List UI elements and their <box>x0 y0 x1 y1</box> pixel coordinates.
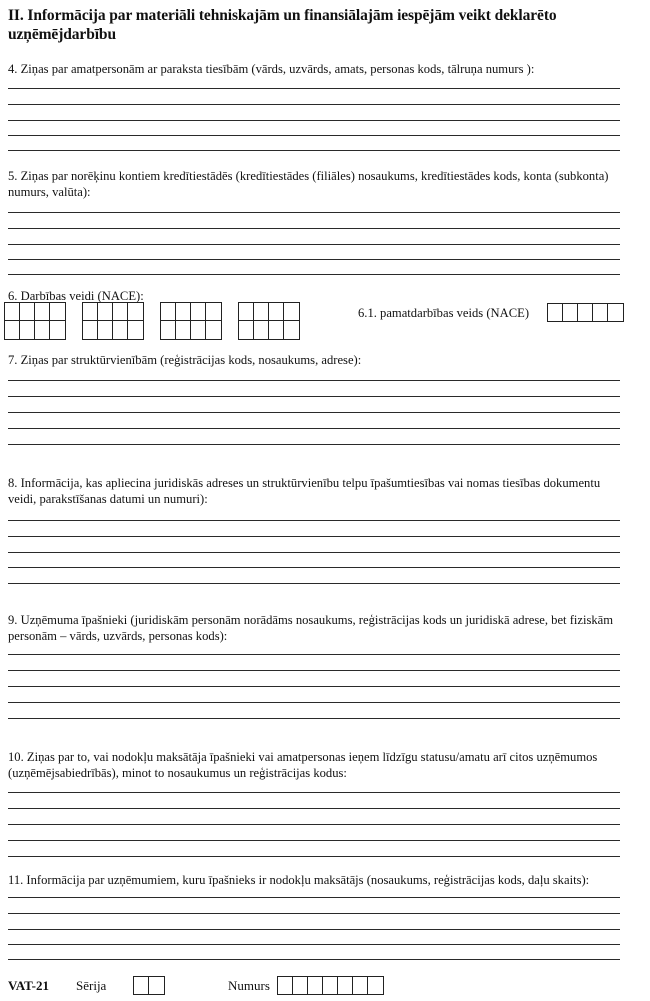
section-4-line[interactable] <box>8 88 620 89</box>
nace-code-box-2[interactable] <box>82 302 144 340</box>
number-box[interactable] <box>277 976 384 995</box>
section-5-label: 5. Ziņas par norēķinu kontiem kredītiestādēs (kredītiestādes (filiāles) nosaukums, kredītiestādes kods, konta (subkonta) numurs, valūta): <box>8 169 609 199</box>
section-4-label: 4. Ziņas par amatpersonām ar paraksta tiesībām (vārds, uzvārds, amats, personas kods, tālruņa numurs ): <box>8 62 535 76</box>
section-7-line[interactable] <box>8 412 620 413</box>
section-10-line[interactable] <box>8 824 620 825</box>
section-5-line[interactable] <box>8 212 620 213</box>
nace-code-box-1[interactable] <box>4 302 66 340</box>
section-4-line[interactable] <box>8 150 620 151</box>
section-9-line[interactable] <box>8 702 620 703</box>
section-7-line[interactable] <box>8 428 620 429</box>
section-4-line[interactable] <box>8 120 620 121</box>
section-8-line[interactable] <box>8 552 620 553</box>
section-11-line[interactable] <box>8 913 620 914</box>
section-5-line[interactable] <box>8 228 620 229</box>
section-9-line[interactable] <box>8 686 620 687</box>
section-11-label: 11. Informācija par uzņēmumiem, kuru īpašnieks ir nodokļu maksātājs (nosaukums, reģistrācijas kods, daļu skaits): <box>8 873 590 887</box>
section-9-line[interactable] <box>8 654 620 655</box>
section-7-label: 7. Ziņas par struktūrvienībām (reģistrācijas kods, nosaukums, adrese): <box>8 353 362 367</box>
section-4-line[interactable] <box>8 135 620 136</box>
section-9-line[interactable] <box>8 718 620 719</box>
page-title: II. Informācija par materiāli tehniskajām un finansiālajām iespējām veikt deklarēto uzņēmējdarbību <box>8 7 557 43</box>
section-10-line[interactable] <box>8 840 620 841</box>
section-10-line[interactable] <box>8 808 620 809</box>
form-code: VAT-21 <box>8 978 49 993</box>
nace-code-box-4[interactable] <box>238 302 300 340</box>
section-11-line[interactable] <box>8 944 620 945</box>
series-label: Sērija <box>76 978 107 993</box>
section-9-label: 9. Uzņēmuma īpašnieki (juridiskām personām norādāms nosaukums, reģistrācijas kods un juridiskā adrese, bet fiziskām personām – vārds, uzvārds, personas kods): <box>8 613 614 643</box>
section-8-line[interactable] <box>8 536 620 537</box>
nace-code-box-3[interactable] <box>160 302 222 340</box>
section-11-line[interactable] <box>8 897 620 898</box>
section-7-line[interactable] <box>8 396 620 397</box>
main-nace-code-box[interactable] <box>547 303 624 322</box>
section-10-line[interactable] <box>8 792 620 793</box>
section-5-line[interactable] <box>8 244 620 245</box>
section-6-label: 6. Darbības veidi (NACE): <box>8 289 144 303</box>
section-7-line[interactable] <box>8 380 620 381</box>
section-8-line[interactable] <box>8 567 620 568</box>
section-8-line[interactable] <box>8 583 620 584</box>
section-9-line[interactable] <box>8 670 620 671</box>
section-11-line[interactable] <box>8 929 620 930</box>
section-8-line[interactable] <box>8 520 620 521</box>
section-5-line[interactable] <box>8 274 620 275</box>
series-box[interactable] <box>133 976 165 995</box>
section-10-line[interactable] <box>8 856 620 857</box>
section-6-1-label: 6.1. pamatdarbības veids (NACE) <box>358 306 530 320</box>
section-7-line[interactable] <box>8 444 620 445</box>
number-label: Numurs <box>228 978 270 993</box>
section-10-label: 10. Ziņas par to, vai nodokļu maksātāja īpašnieki vai amatpersonas ieņem līdzīgu statusu/amatu arī citos uzņēmumos (uzņēmējsabiedrībās), minot to nosaukumus un reģistrācijas kodus: <box>8 750 598 780</box>
section-8-label: 8. Informācija, kas apliecina juridiskās adreses un struktūrvienību telpu īpašumtiesības vai nomas tiesības dokumentu veidi, parakstīšanas datumi un numuri): <box>8 476 601 506</box>
section-11-line[interactable] <box>8 959 620 960</box>
section-4-line[interactable] <box>8 104 620 105</box>
section-5-line[interactable] <box>8 259 620 260</box>
